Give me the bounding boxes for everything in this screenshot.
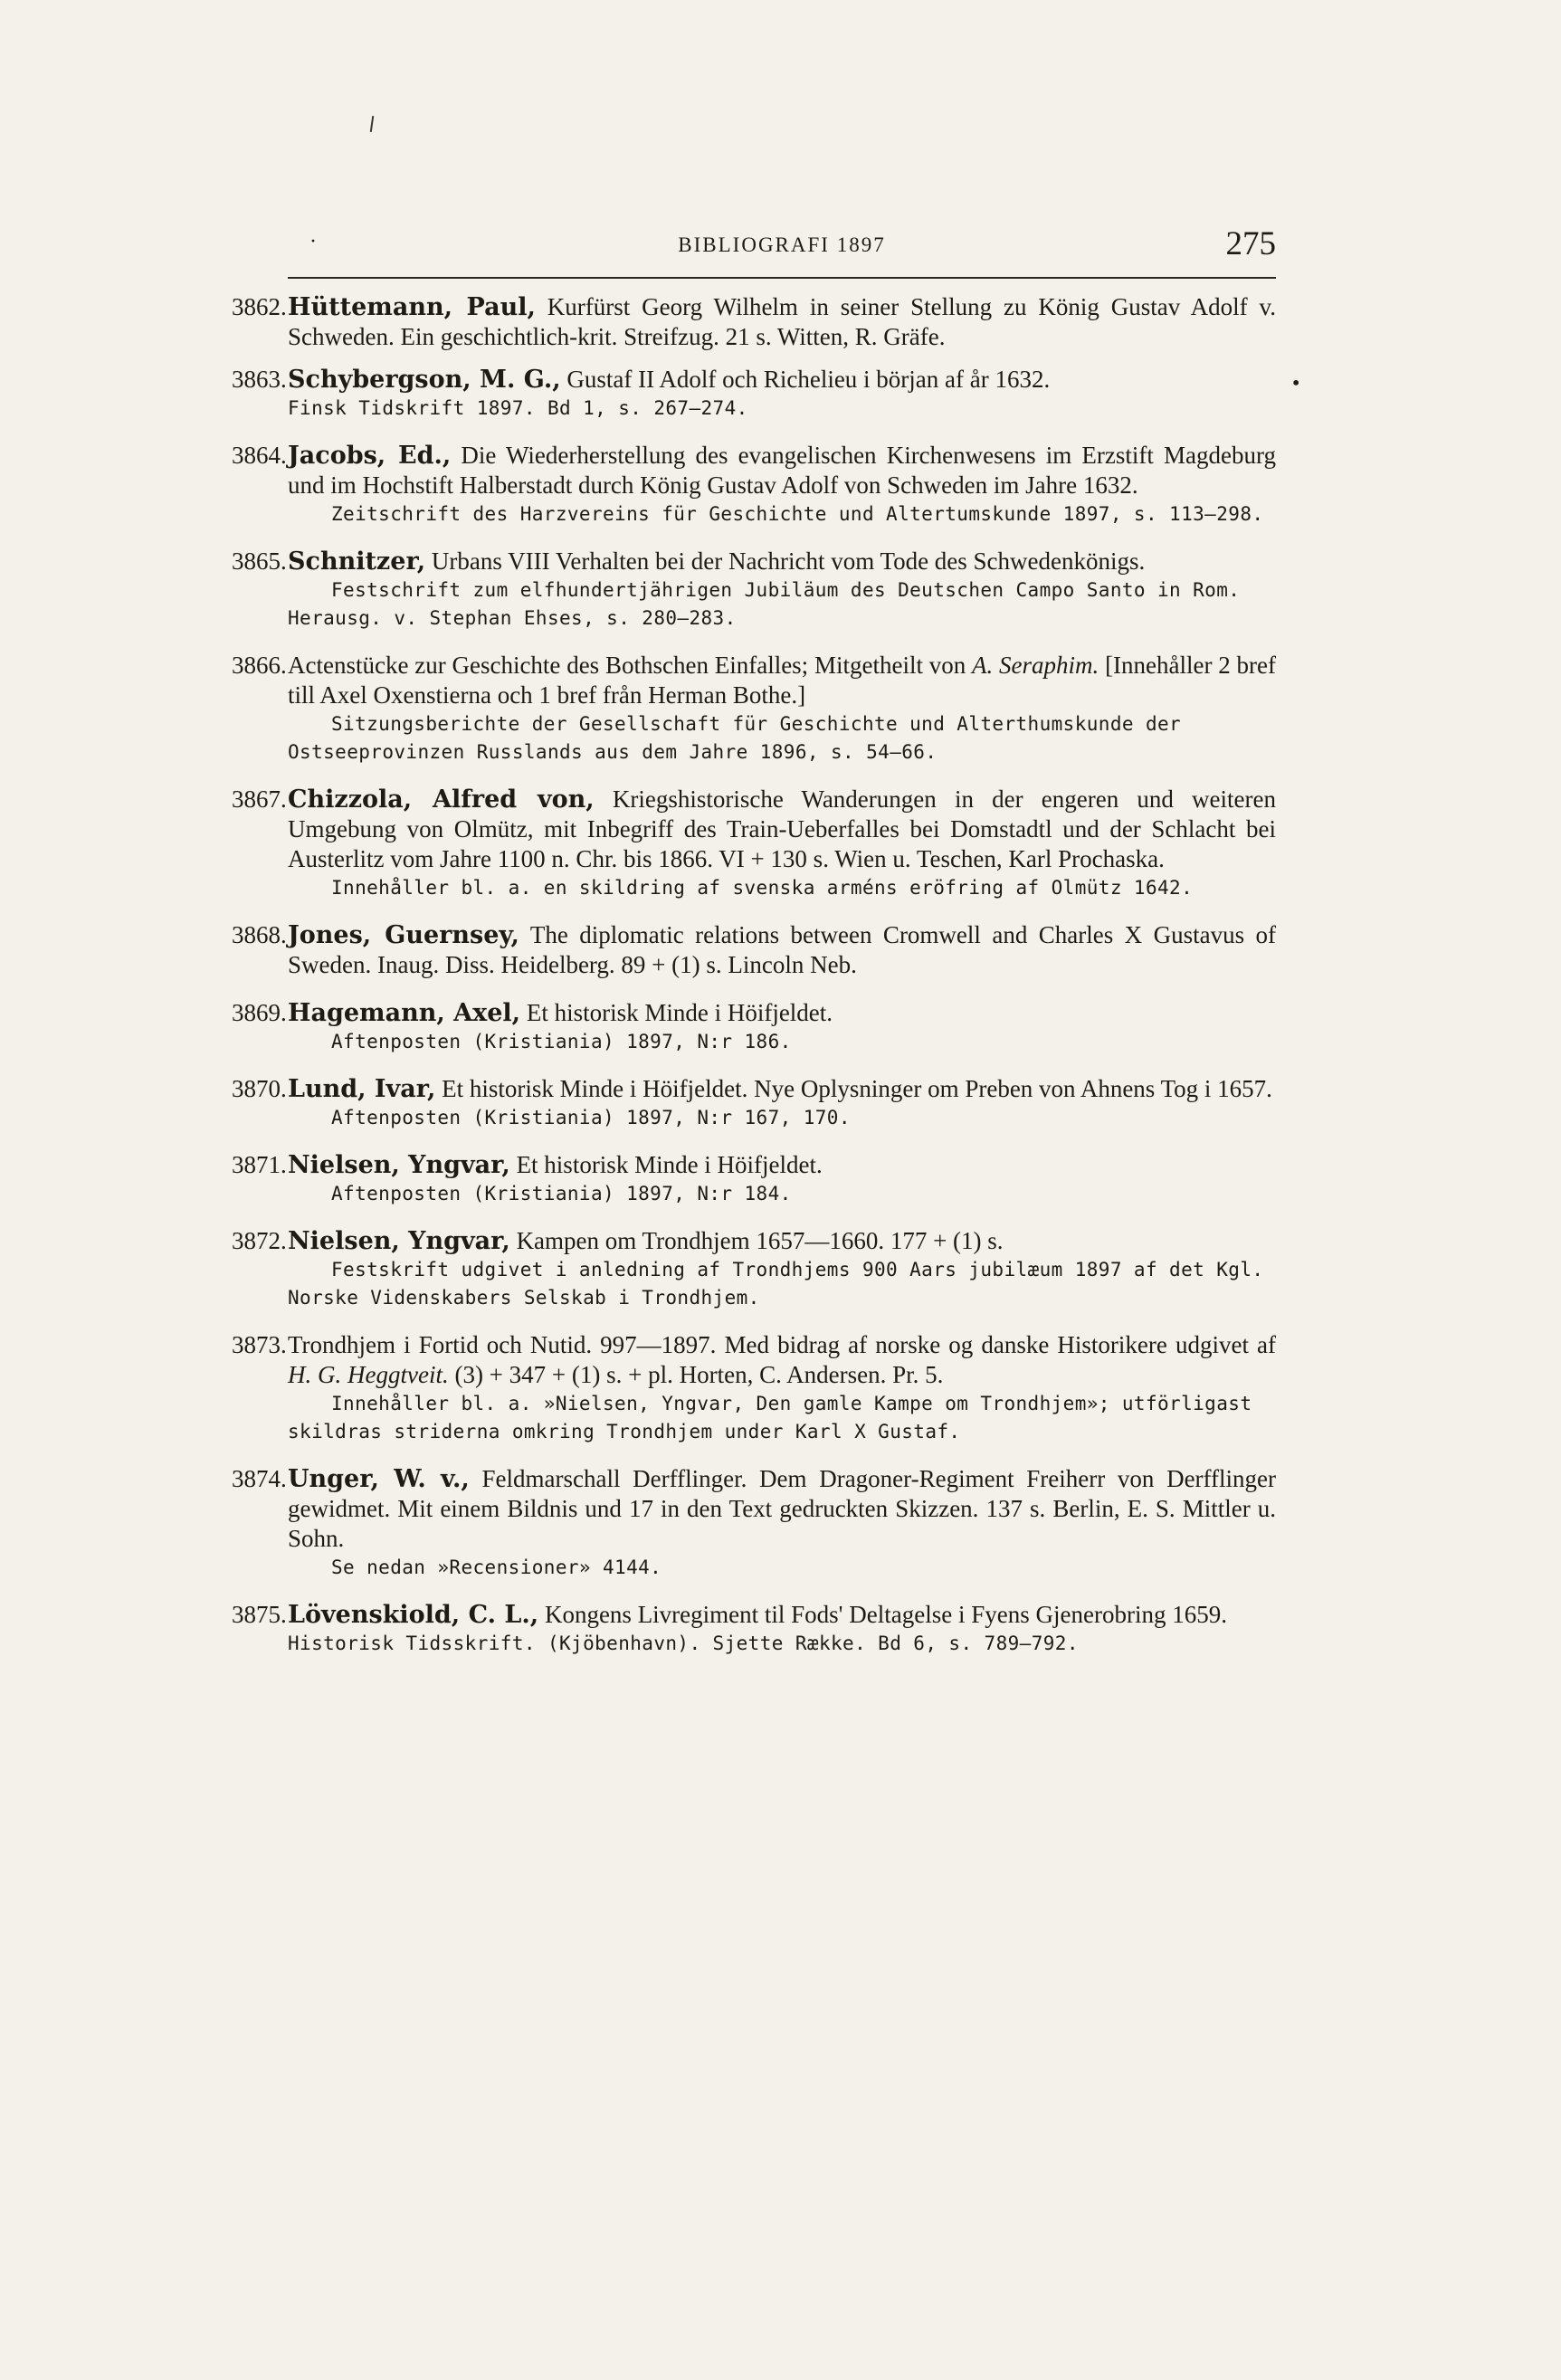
entry-3874 xyxy=(232,1464,1277,1582)
entry-3871 xyxy=(232,1150,1276,1208)
entry-3868 xyxy=(232,920,1277,980)
entry-3862 xyxy=(232,292,1276,352)
entry-author: Nielsen, Yngvar, xyxy=(288,1151,510,1179)
page-number: 275 xyxy=(1225,225,1276,262)
entry-number: 3865. xyxy=(232,547,287,575)
entry-source: Historisk Tidsskrift. (Kjöbenhavn). Sjette Række. Bd 6, s. 789—792. xyxy=(288,1633,1079,1654)
entry-title: Kriegshistorische Wanderungen in der engeren und weiteren Umgebung von Olmütz, mit Inbegriff des Train-Ueberfalles bei Domstadtl und der Schlacht bei Austerlitz vom Jahre 1100 n. Chr. bis 1866. VI + 130 s. Wien u. Teschen, Karl Prochaska. xyxy=(288,785,1276,872)
entry-number: 3864. xyxy=(232,442,287,469)
entry-number: 3862. xyxy=(232,293,287,320)
entry-number: 3871. xyxy=(232,1151,287,1178)
entry-number: 3873. xyxy=(232,1331,287,1358)
entry-source: Aftenposten (Kristiania) 1897, N:r 186. xyxy=(331,1031,792,1052)
entry-author: Nielsen, Yngvar, xyxy=(288,1227,510,1255)
entry-source: Festschrift zum elfhundertjährigen Jubiläum des Deutschen Campo Santo in Rom. Herausg. v. Stephan Ehses, s. 280—283. xyxy=(288,579,1241,629)
entry-title: Die Wiederherstellung des evangelischen Kirchenwesens im Erzstift Magdeburg und im Hochstift Halberstadt durch König Gustav Adolf von Schweden im Jahre 1632. xyxy=(288,442,1276,499)
entry-3864 xyxy=(232,441,1276,528)
running-head-title: BIBLIOGRAFI 1897 xyxy=(678,233,886,256)
running-head-mark: · xyxy=(309,230,317,253)
entry-editor: H. G. Heggtveit. xyxy=(288,1361,449,1388)
entry-3867 xyxy=(232,785,1276,902)
entry-title: Kurfürst Georg Wilhelm in seiner Stellung zu König Gustav Adolf v. Schweden. Ein geschichtlich-krit. Streifzug. 21 s. Witten, R. Gräfe. xyxy=(288,293,1276,350)
header-rule xyxy=(288,277,1276,279)
entry-author: Lövenskiold, C. L., xyxy=(288,1601,539,1629)
entry-number: 3869. xyxy=(232,999,287,1026)
entry-title: Feldmarschall Derfflinger. Dem Dragoner-Regiment Freiherr von Derfflinger gewidmet. Mit einem Bildnis und 17 in den Text gedruckten Skizzen. 137 s. Berlin, E. S. Mittler u. Sohn. xyxy=(288,1465,1277,1552)
entry-3870 xyxy=(232,1074,1276,1132)
entry-source: Aftenposten (Kristiania) 1897, N:r 184. xyxy=(331,1183,792,1204)
entry-title: Trondhjem i Fortid och Nutid. 997—1897. Med bidrag af norske og danske Historikere udgivet af xyxy=(288,1331,1276,1358)
entry-number: 3875. xyxy=(232,1601,287,1628)
entry-number: 3868. xyxy=(232,921,287,948)
stray-ink-mark xyxy=(370,116,374,132)
entry-title: Urbans VIII Verhalten bei der Nachricht vom Tode des Schwedenkönigs. xyxy=(431,547,1146,575)
entry-source: Sitzungsberichte der Gesellschaft für Geschichte und Alterthumskunde der Ostseeprovinzen Russlands aus dem Jahre 1896, s. 54—66. xyxy=(288,713,1182,763)
entry-number: 3870. xyxy=(232,1075,287,1102)
entry-source: Innehåller bl. a. »Nielsen, Yngvar, Den gamle Kampe om Trondhjem»; utförligast skildras striderna omkring Trondhjem under Karl X Gustaf. xyxy=(288,1393,1252,1442)
entry-3866 xyxy=(232,651,1277,766)
entry-imprint: (3) + 347 + (1) s. + pl. Horten, C. Andersen. Pr. 5. xyxy=(454,1361,944,1388)
entry-editor: A. Seraphim. xyxy=(972,652,1099,679)
entry-source: Finsk Tidskrift 1897. Bd 1, s. 267—274. xyxy=(288,397,748,419)
entry-author: Schnitzer, xyxy=(288,547,426,576)
entry-title: The diplomatic relations between Cromwell and Charles X Gustavus of Sweden. Inaug. Diss. Heidelberg. 89 + (1) s. Lincoln Neb. xyxy=(288,921,1277,978)
entry-3863: 3863. • Schybergson, M. G., Gustaf II Adolf och Richelieu i början af år 1632. Finsk Tidskrift 1897. Bd 1, s. 267—274. xyxy=(288,365,1276,423)
entry-3873 xyxy=(232,1330,1276,1446)
entry-author: Jones, Guernsey, xyxy=(288,921,519,949)
entry-author: Unger, W. v., xyxy=(288,1465,470,1493)
entry-3869 xyxy=(232,998,1276,1056)
entry-title: Et historisk Minde i Höifjeldet. xyxy=(516,1151,823,1178)
entry-author: Hüttemann, Paul, xyxy=(288,293,536,321)
entry-source: Zeitschrift des Harzvereins für Geschichte und Altertumskunde 1897, s. 113—298. xyxy=(331,503,1264,525)
entry-note: [Innehåller 2 bref till Axel Oxenstierna och 1 bref från Herman Bothe.] xyxy=(288,652,1277,709)
entry-title: Actenstücke zur Geschichte des Bothschen Einfalles; Mitgetheilt von xyxy=(288,652,966,679)
entry-author: Jacobs, Ed., xyxy=(288,442,452,470)
entry-author: Lund, Ivar, xyxy=(288,1075,436,1103)
running-head xyxy=(288,224,1276,270)
entry-title: Kampen om Trondhjem 1657—1660. 177 + (1) s. xyxy=(516,1227,1004,1254)
bibliography-entries xyxy=(232,292,1301,1676)
entry-source: Se nedan »Recensioner» 4144. xyxy=(331,1557,662,1578)
entry-author: Hagemann, Axel, xyxy=(288,999,521,1027)
entry-author: Schybergson, M. G., xyxy=(288,366,561,394)
entry-number: 3863. xyxy=(232,366,287,393)
entry-title: Gustaf II Adolf och Richelieu i början af år 1632. xyxy=(566,366,1051,393)
book-page xyxy=(232,0,1301,2380)
entry-number: 3874. xyxy=(232,1465,287,1492)
entry-title: Et historisk Minde i Höifjeldet. Nye Oplysninger om Preben von Ahnens Tog i 1657. xyxy=(442,1075,1272,1102)
entry-author: Chizzola, Alfred von, xyxy=(288,785,595,814)
entry-title: Kongens Livregiment til Fods' Deltagelse i Fyens Gjenerobring 1659. xyxy=(544,1601,1227,1628)
entry-title: Et historisk Minde i Höifjeldet. xyxy=(526,999,833,1026)
entry-number: 3872. xyxy=(232,1227,287,1254)
entry-source: Aftenposten (Kristiania) 1897, N:r 167, 170. xyxy=(331,1107,851,1128)
entry-3872 xyxy=(232,1226,1276,1312)
entry-source: Festskrift udgivet i anledning af Trondhjems 900 Aars jubilæum 1897 af det Kgl. Norske Videnskabers Selskab i Trondhjem. xyxy=(288,1259,1264,1309)
entry-number: 3866. xyxy=(232,652,287,679)
entry-3865 xyxy=(232,547,1276,633)
entry-3875 xyxy=(232,1600,1276,1658)
entry-source: Innehåller bl. a. en skildring af svenska arméns eröfring af Olmütz 1642. xyxy=(331,877,1194,899)
entry-number: 3867. xyxy=(232,785,287,813)
